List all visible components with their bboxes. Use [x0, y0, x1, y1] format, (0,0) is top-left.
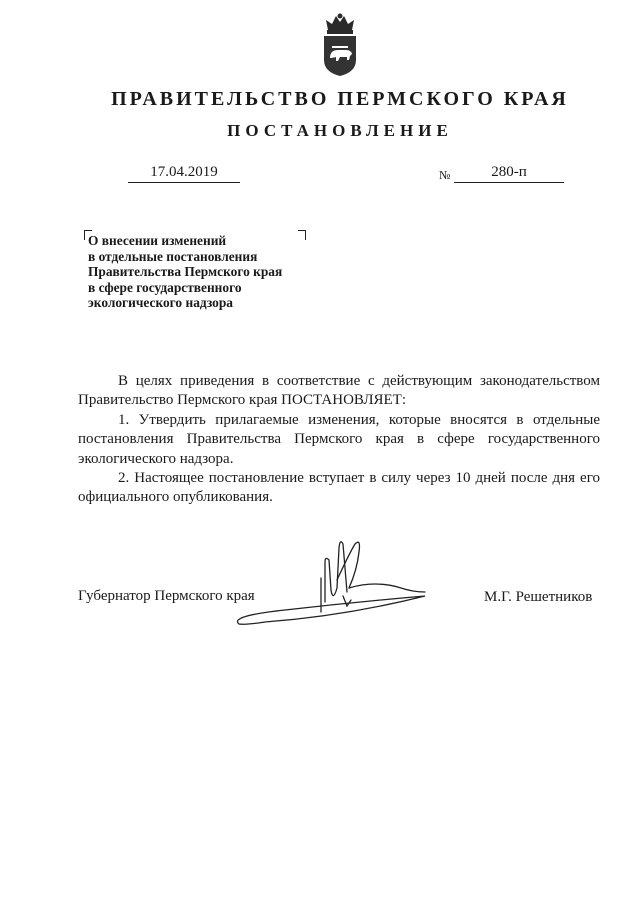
- subject-line: в отдельные постановления: [88, 248, 258, 264]
- document-date: 17.04.2019: [128, 164, 240, 183]
- signer-name: М.Г. Решетников: [484, 589, 593, 605]
- number-label: №: [439, 168, 451, 182]
- subject-line: О внесении изменений: [88, 233, 227, 248]
- subject-line: экологического надзора: [88, 295, 233, 311]
- handwritten-signature-icon: [225, 530, 445, 634]
- item-1-paragraph: 1. Утвердить прилагаемые изменения, которые вносятся в отдельные постановления Правительства Пермского края в сфере государственного экологического надзора.: [78, 411, 600, 467]
- item-2-paragraph: 2. Настоящее постановление вступает в силу через 10 дней после дня его официального опубликования.: [78, 470, 600, 506]
- document-type: ПОСТАНОВЛЕНИЕ: [227, 121, 453, 140]
- subject-line: в сфере государственного: [88, 279, 242, 295]
- document-number: 280-п: [454, 164, 564, 183]
- governor-position: Губернатор Пермского края: [78, 588, 255, 604]
- perm-krai-coat-of-arms-icon: [318, 12, 362, 78]
- document-subject: [88, 233, 318, 311]
- preamble-paragraph: В целях приведения в соответствие с действующим законодательством Правительство Пермского края ПОСТАНОВЛЯЕТ:: [78, 373, 600, 409]
- document-body: [78, 372, 600, 508]
- subject-line: Правительства Пермского края: [88, 264, 283, 280]
- government-title: ПРАВИТЕЛЬСТВО ПЕРМСКОГО КРАЯ: [111, 88, 569, 110]
